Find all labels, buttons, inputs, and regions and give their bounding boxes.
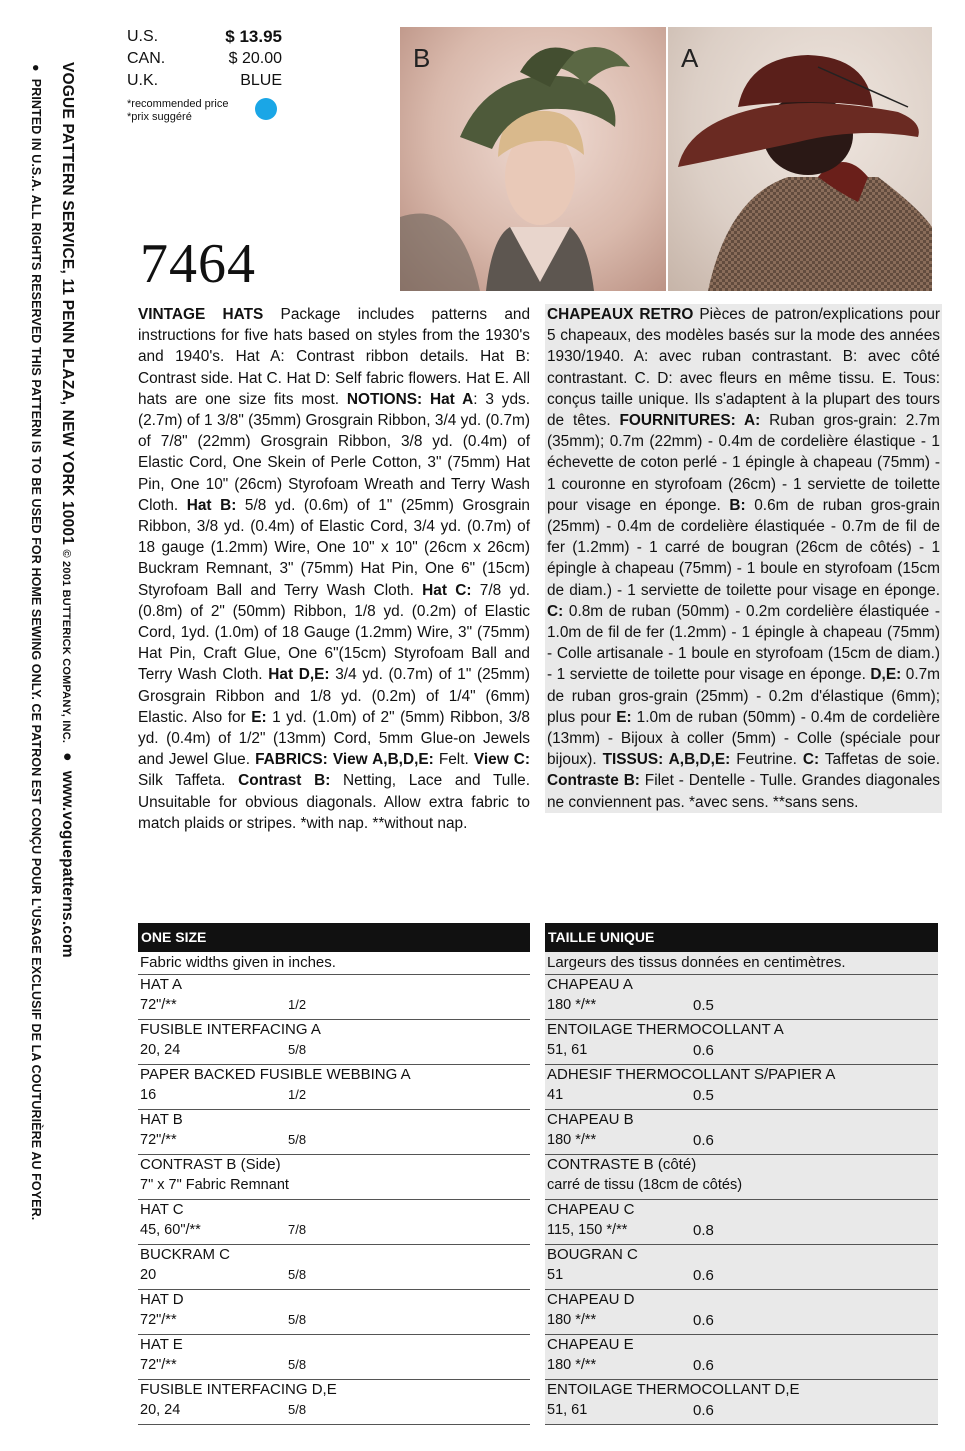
row-amount: 1/2 <box>288 1087 307 1102</box>
table-row <box>545 1245 938 1290</box>
desc-text: 0.8m de ruban (50mm) - 0.2m cordelière élastiquée - 1.0m de fil de fer (1.2mm) - 1 épingle à chapeau (75mm) - Colle artisanale - 1 boule en styrofoam (15cm de diam.) - 1 serviette de toilette pour visage en éponge. <box>547 602 940 684</box>
desc-text: Ruban gros-grain: 2.7m (35mm); 0.7m (22mm) - 0.4m de cordelière élastique - 1 échevette de coton perlé - 1 épingle à chapeau (75mm) - 1 couronne en styrofoam (26cm) - 1 serviette de toilette pour visage en éponge. <box>547 412 940 514</box>
desc-label: Hat B: <box>186 496 237 514</box>
desc-label: Contraste B: <box>547 772 640 790</box>
row-label: CHAPEAU C <box>547 1201 635 1218</box>
row-widths: 45, 60"/** <box>140 1222 201 1238</box>
tissus-label: TISSUS: A,B,D,E: <box>602 751 731 769</box>
row-label: CHAPEAU D <box>547 1291 635 1308</box>
row-amount: 5/8 <box>288 1132 307 1147</box>
hat-b-illustration <box>400 27 666 291</box>
price-country: U.S. <box>127 28 159 45</box>
desc-text: Felt. <box>433 751 474 769</box>
yardage-table-english <box>138 923 530 1425</box>
row-label: HAT D <box>140 1291 184 1308</box>
desc-text: Pièces de patron/explications pour 5 chapeaux, des modèles basés sur la mode des années 1930/1940. A: avec ruban contrastant. B: avec côté contrastant. C. D: avec fleurs en même tissu. E. Tous: conçus taille unique. Ils s'adaptent à la plupart des tours de têtes. <box>547 306 941 430</box>
table-row <box>545 1290 938 1335</box>
desc-label: E: <box>616 708 632 726</box>
row-widths: 41 <box>547 1087 564 1103</box>
price-row <box>127 26 282 48</box>
desc-label: View C: <box>473 751 531 769</box>
row-label: ENTOILAGE THERMOCOLLANT D,E <box>547 1381 800 1398</box>
row-amount: 1/2 <box>288 997 307 1012</box>
table-row <box>545 1380 938 1425</box>
row-label: HAT A <box>140 976 182 993</box>
rights-text: PRINTED IN U.S.A. ALL RIGHTS RESERVED THIS PATTERN IS TO BE USED FOR HOME SEWING ONLY. CE PATRON EST CONÇU POUR L'USAGE EXCLUSIF DE LA COUTURIÈRE AU FOYER. <box>29 78 43 1221</box>
row-amount: 0.6 <box>693 1267 714 1284</box>
row-label: HAT B <box>140 1111 183 1128</box>
table-row <box>545 1155 938 1200</box>
hat-b-photo <box>400 27 666 291</box>
table-note: Largeurs des tissus données en centimètres. <box>545 952 938 975</box>
rights-strip <box>29 64 43 1220</box>
row-widths: 72"/** <box>140 1312 177 1328</box>
desc-text: Taffetas de soie. <box>819 751 941 769</box>
row-label: FUSIBLE INTERFACING A <box>140 1021 321 1038</box>
price-row <box>127 70 282 92</box>
row-label: BOUGRAN C <box>547 1246 638 1263</box>
price-note: *recommended price <box>127 98 229 110</box>
row-widths: 180 */** <box>547 1312 597 1328</box>
price-value: $ 20.00 <box>228 50 282 67</box>
row-label: CHAPEAU E <box>547 1336 634 1353</box>
publisher-address-strip <box>58 62 76 958</box>
row-amount: 5/8 <box>288 1267 307 1282</box>
row-widths: 7" x 7" Fabric Remnant <box>140 1177 289 1193</box>
table-row <box>138 1200 530 1245</box>
table-row <box>138 1245 530 1290</box>
desc-label: Hat D,E: <box>268 666 330 684</box>
description-french <box>545 304 942 813</box>
website: www.voguepatterns.com <box>59 770 76 958</box>
photo-label-b: B <box>413 43 431 73</box>
table-row <box>545 1020 938 1065</box>
table-row <box>138 1110 530 1155</box>
table-header: TAILLE UNIQUE <box>545 923 938 952</box>
desc-label: C: <box>547 602 564 620</box>
row-label: CONTRASTE B (côté) <box>547 1156 697 1173</box>
desc-text: Netting, Lace and Tulle. Unsuitable for obvious diagonals. Allow extra fabric to match plaids or stripes. *with nap. **without nap. <box>138 772 531 832</box>
desc-text: Package includes patterns and instructions for five hats based on styles from the 1930's and 1940's. Hat A: Contrast ribbon details. Hat B: Contrast side. Hat C. Hat D: Self fabric flowers. Hat E. All hats are one size fits most. <box>138 306 531 408</box>
row-label: CHAPEAU A <box>547 976 633 993</box>
bullet: ● <box>59 747 76 767</box>
row-label: HAT E <box>140 1336 183 1353</box>
row-label: FUSIBLE INTERFACING D,E <box>140 1381 337 1398</box>
desc-label: E: <box>251 708 267 726</box>
table-row <box>138 1290 530 1335</box>
table-row <box>545 1335 938 1380</box>
row-label: CONTRAST B (Side) <box>140 1156 281 1173</box>
row-label: HAT C <box>140 1201 184 1218</box>
row-amount: 0.5 <box>693 997 714 1014</box>
table-row <box>545 1110 938 1155</box>
row-widths: 180 */** <box>547 1357 597 1373</box>
row-label: PAPER BACKED FUSIBLE WEBBING A <box>140 1066 411 1083</box>
blue-price-dot-icon <box>255 98 277 120</box>
table-row <box>138 1155 530 1200</box>
row-amount: 0.6 <box>693 1132 714 1149</box>
row-amount: 0.6 <box>693 1402 714 1419</box>
desc-text: Silk Taffeta. <box>138 772 239 790</box>
desc-label: B: <box>729 496 746 514</box>
row-amount: 0.6 <box>693 1042 714 1059</box>
desc-title: VINTAGE HATS <box>138 306 264 323</box>
desc-text: 7/8 yd. (0.8m) of 2" (50mm) Ribbon, 1/8 yd. (0.2m) of Elastic Cord, 1yd. (1.0m) of 18 Gauge (1.2mm) Wire, 3" (75mm) Hat Pin, Craft Glue, One 6"(15cm) Styrofoam Ball and Terry Wash Cloth. <box>138 581 530 684</box>
row-amount: 5/8 <box>288 1402 307 1417</box>
desc-text: Feutrine. <box>730 751 803 769</box>
desc-text: 0.7m de ruban gros-grain (25mm) - 0.2m d'élastique (6mm); plus pour <box>547 666 940 726</box>
hat-a-illustration <box>668 27 932 291</box>
row-widths: 20, 24 <box>140 1402 181 1418</box>
desc-label: Hat C: <box>422 581 472 599</box>
hat-a-photo <box>668 27 932 291</box>
pattern-number: 7464 <box>140 233 256 295</box>
desc-text: 0.6m de ruban gros-grain (25mm) - 0.4m de cordelière élastiquée - 0.7m de fil de fer (1.2mm) - 1 carré de bougran (26cm de côtés) - 1 épingle à chapeau (75mm) - 1 boule en styrofoam (15cm de diam.) - 1 serviette de toilette pour visage en éponge. <box>547 496 940 599</box>
row-widths: 51, 61 <box>547 1042 588 1058</box>
table-row <box>138 1065 530 1110</box>
row-widths: 51, 61 <box>547 1402 588 1418</box>
desc-text: 5/8 yd. (0.6m) of 1" (25mm) Grosgrain Ribbon, 3/8 yd. (0.4m) of Elastic Cord, 3/4 yd. (0.7m) of 18 gauge (1.2mm) Wire, One 10" x 10" (26cm x 26cm) Buckram Remnant, 3" (75mm) Hat Pin, One 6" (15cm) Styrofoam Ball and Terry Wash Cloth. <box>138 496 530 599</box>
fabrics-label: FABRICS: View A,B,D,E: <box>255 751 434 769</box>
row-label: BUCKRAM C <box>140 1246 231 1263</box>
price-note: *prix suggéré <box>127 111 192 123</box>
price-value: BLUE <box>240 72 282 89</box>
price-block <box>127 26 282 92</box>
table-row <box>138 975 530 1020</box>
yardage-table-french <box>545 923 938 1425</box>
table-row <box>545 1065 938 1110</box>
table-note: Fabric widths given in inches. <box>138 952 530 975</box>
row-amount: 5/8 <box>288 1042 307 1057</box>
row-label: ENTOILAGE THERMOCOLLANT A <box>547 1021 784 1038</box>
table-row <box>545 975 938 1020</box>
row-label: CHAPEAU B <box>547 1111 634 1128</box>
desc-text: 1 yd. (1.0m) of 2" (5mm) Ribbon, 3/8 yd. (0.4m) of 1/2" (13mm) Cord, 5mm Glue-on Jewels and Jewel Glue. <box>138 708 530 769</box>
row-amount: 5/8 <box>288 1357 307 1372</box>
copyright: © 2001 BUTTERICK COMPANY, INC. <box>60 549 72 744</box>
price-value: $ 13.95 <box>225 27 282 46</box>
table-header: ONE SIZE <box>138 923 530 952</box>
table-row <box>138 1380 530 1425</box>
description-english <box>138 304 530 834</box>
row-widths: 16 <box>140 1087 157 1103</box>
price-country: U.K. <box>127 72 159 89</box>
row-widths: 115, 150 */** <box>547 1222 628 1238</box>
row-amount: 0.6 <box>693 1357 714 1374</box>
price-row <box>127 48 282 70</box>
desc-text: Filet - Dentelle - Tulle. Grandes diagonales ne conviennent pas. *avec sens. **sans sens. <box>547 772 940 811</box>
row-label: ADHESIF THERMOCOLLANT S/PAPIER A <box>547 1066 836 1083</box>
row-widths: 180 */** <box>547 997 597 1013</box>
row-widths: carré de tissu (18cm de côtés) <box>547 1177 743 1193</box>
row-widths: 20, 24 <box>140 1042 181 1058</box>
desc-label: Contrast B: <box>238 772 331 790</box>
row-widths: 72"/** <box>140 997 177 1013</box>
price-country: CAN. <box>127 50 166 67</box>
desc-title: CHAPEAUX RETRO <box>547 306 694 323</box>
photo-label-a: A <box>681 43 699 73</box>
row-widths: 180 */** <box>547 1132 597 1148</box>
row-amount: 0.8 <box>693 1222 714 1239</box>
row-widths: 51 <box>547 1267 564 1283</box>
row-amount: 0.6 <box>693 1312 714 1329</box>
row-widths: 20 <box>140 1267 157 1283</box>
table-row <box>138 1335 530 1380</box>
bullet: ● <box>29 64 43 79</box>
row-amount: 7/8 <box>288 1222 307 1237</box>
notions-label: NOTIONS: Hat A <box>346 390 474 408</box>
desc-label: D,E: <box>870 666 902 684</box>
desc-text: 1.0m de ruban (50mm) - 0.4m de cordelière (13mm) - Bijoux à coller (5mm) - Colle (spéciale pour bijoux). <box>547 708 940 769</box>
desc-text: : 3 yds. (2.7m) of 1 3/8" (35mm) Grosgrain Ribbon, 3/4 yd. (0.7m) of 7/8" (22mm) Grosgrain Ribbon, 3/8 yd. (0.4m) of Elastic Cord, One Skein of Perle Cotton, 3" (75mm) Hat Pin, One 10" (26cm) Styrofoam Wreath and Terry Wash Cloth. <box>138 390 530 514</box>
publisher-address: VOGUE PATTERN SERVICE, 11 PENN PLAZA, NEW YORK 10001 <box>59 62 76 545</box>
row-widths: 72"/** <box>140 1132 177 1148</box>
table-row <box>545 1200 938 1245</box>
desc-label: C: <box>802 751 820 769</box>
price-notes <box>127 98 229 124</box>
row-amount: 5/8 <box>288 1312 307 1327</box>
table-row <box>138 1020 530 1065</box>
desc-text: 3/4 yd. (0.7m) of 1" (25mm) Grosgrain Ribbon and 1/8 yd. (0.2m) of 1/4" (6mm) Elastic. Also for <box>138 666 530 726</box>
fournitures-label: FOURNITURES: A: <box>619 412 761 430</box>
row-amount: 0.5 <box>693 1087 714 1104</box>
row-widths: 72"/** <box>140 1357 177 1373</box>
